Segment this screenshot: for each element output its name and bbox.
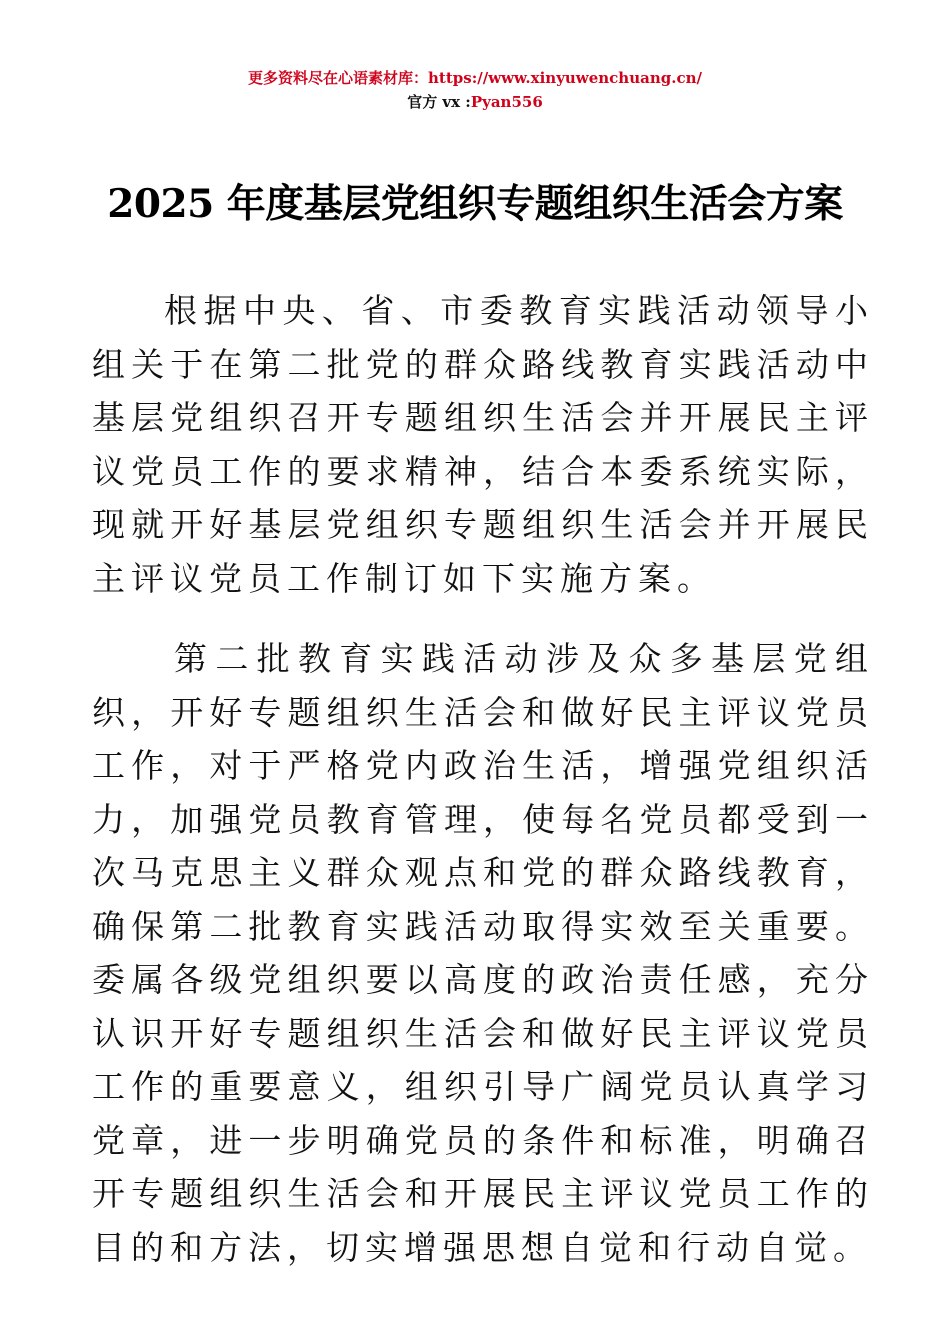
contact-id: Pyan556 <box>470 93 543 111</box>
contact-line <box>0 92 950 112</box>
body-paragraph-1: 根据中央、省、市委教育实践活动领导小组关于在第二批党的群众路线教育实践活动中基层党组织召开专题组织生活会并开展民主评议党员工作的要求精神，结合本委系统实际，现就开好基层党组织专题组织生活会并开展民主评议党员工作制订如下实施方案。 <box>92 291 874 598</box>
source-link-line[interactable]: 更多资料尽在心语素材库：https://www.xinyuwenchuang.cn/ <box>248 69 702 87</box>
contact-label: 官方 vx : <box>407 93 471 111</box>
body-paragraph-2: 第二批教育实践活动涉及众多基层党组织，开好专题组织生活会和做好民主评议党员工作，对于严格党内政治生活，增强党组织活力，加强党员教育管理，使每名党员都受到一次马克思主义群众观点和党的群众路线教育，确保第二批教育实践活动取得实效至关重要。委属各级党组织要以高度的政治责任感，充分认识开好专题组织生活会和做好民主评议党员工作的重要意义，组织引导广阔党员认真学习党章，进一步明确党员的条件和标准，明确召开专题组织生活会和开展民主评议党员工作的目的和方法，切实增强思想自觉和行动自觉。 <box>92 639 874 1267</box>
document-title: 2025 年度基层党组织专题组织生活会方案 <box>107 181 843 227</box>
